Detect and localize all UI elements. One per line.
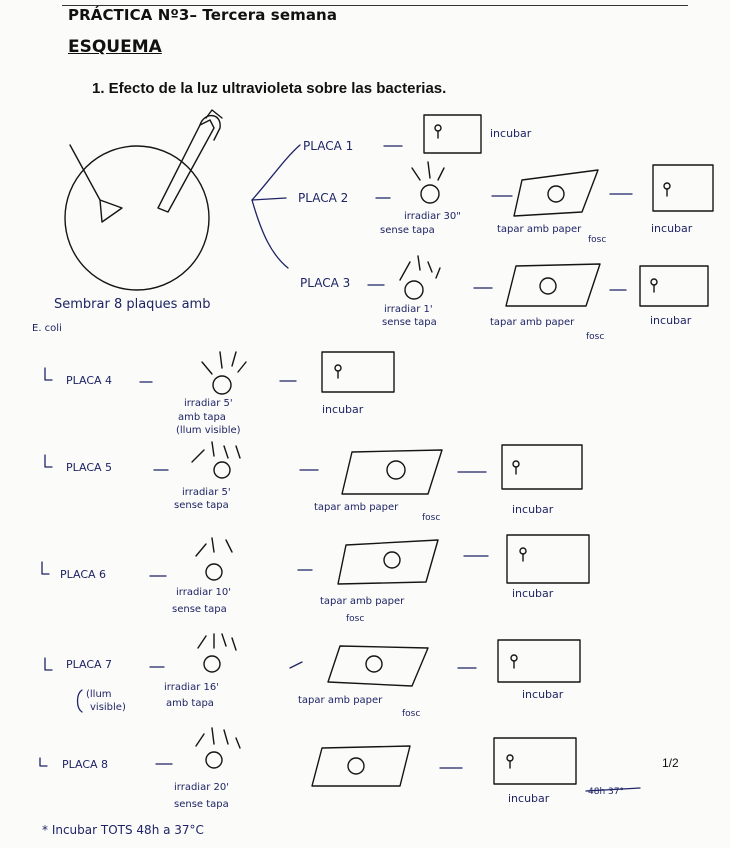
petri-dish [204,656,220,672]
plate-3-step-2: sense tapa [382,317,437,328]
plate-4-step-1: irradiar 5' [184,398,233,409]
plate-8-step-1: irradiar 20' [174,782,229,793]
uv-rays [192,442,240,462]
sow-note-line1: Sembrar 8 plaques amb [54,297,211,312]
branch-line-1 [252,145,300,200]
plate-2-step-4: fosc [588,235,607,245]
plate-7-step-7: incubar [522,688,564,701]
plate-4-step-4: incubar [322,403,364,416]
footnote: * Incubar TOTS 48h a 37°C [42,823,204,837]
plate-2-step-1: irradiar 30" [404,211,461,222]
plate-5-label: PLACA 5 [66,461,113,474]
plate-3-step-1: irradiar 1' [384,304,433,315]
plate-7-label: PLACA 7 [66,658,113,671]
sow-note-line2: E. coli [32,323,62,334]
page-title: PRÁCTICA Nº3– Tercera semana [68,6,338,24]
plate-5-row [45,442,582,523]
plate-5-step-4: fosc [422,513,441,523]
branch-line-3 [252,200,288,268]
plate-6-step-3: tapar amb paper [320,596,405,607]
plate-5-step-1: irradiar 5' [182,487,231,498]
struck-text: 48h 37° [588,787,624,797]
plate-6-label: PLACA 6 [60,568,107,581]
plate-8-step-2: sense tapa [174,799,229,810]
plate-7-step-5: tapar amb paper [298,695,383,706]
plate-5-step-3: tapar amb paper [314,502,399,513]
petri-dish [213,376,231,394]
plate-7-step-4: amb tapa [166,698,214,709]
branch-line-2 [252,198,286,200]
incubation-box [640,266,708,306]
subsection-heading: 1. Efecto de la luz ultravioleta sobre las bacterias. [92,80,447,97]
section-heading: ESQUEMA [68,37,162,57]
dark-paper-cover [328,646,428,686]
plate-4-step-2: amb tapa [178,412,226,423]
petri-dish [206,564,222,580]
petri-dish [214,462,230,478]
plate-7-step-3: irradiar 16' [164,682,219,693]
plate-2-step-3: tapar amb paper [497,224,582,235]
incubation-box [653,165,713,211]
plate-2-step-5: incubar [651,222,693,235]
incubation-box [322,352,394,392]
plate-2-label: PLACA 2 [298,191,349,205]
plate-7-row [45,634,580,719]
dark-paper-cover [514,170,598,216]
plate-1-label: PLACA 1 [303,139,354,153]
plate-2-step-2: sense tapa [380,225,435,236]
plate-6-step-5: incubar [512,587,554,600]
petri-dish [405,281,423,299]
incubation-box [507,535,589,583]
incubation-box [494,738,576,784]
plate-2-row [298,162,713,245]
uv-rays [196,728,240,748]
petri-dish [206,752,222,768]
plate-6-step-1: irradiar 10' [176,587,231,598]
dark-paper-cover [338,540,438,584]
plate-3-row [300,256,708,342]
plate-5-step-5: incubar [512,503,554,516]
plate-3-step-3: tapar amb paper [490,317,575,328]
plate-3-label: PLACA 3 [300,276,351,290]
dark-paper-cover [506,264,600,306]
plate-3-step-5: incubar [650,314,692,327]
plate-4-label: PLACA 4 [66,374,113,387]
plate-8-row [40,728,640,810]
plate-5-step-2: sense tapa [174,500,229,511]
uv-rays [198,634,236,650]
dark-paper-cover [312,746,410,786]
petri-dish [421,185,439,203]
plate-8-label: PLACA 8 [62,758,109,771]
incubation-box [498,640,580,682]
plate-7-step-6: fosc [402,709,421,719]
uv-rays [412,162,444,180]
plate-6-step-2: sense tapa [172,604,227,615]
plate-8-step-3: incubar [508,792,550,805]
plate-1-row [303,115,532,153]
page-number: 1/2 [662,756,679,770]
plate-7-step-2: visible) [90,702,126,713]
incubation-box [424,115,481,153]
uv-rays [202,352,246,374]
plate-6-row [42,535,589,624]
uv-rays [400,256,440,280]
plate-6-step-4: fosc [346,614,365,624]
dark-paper-cover [342,450,442,494]
uv-rays [196,538,232,556]
plate-4-step-3: (llum visible) [176,425,241,436]
plate-4-row [45,352,394,436]
petri-dish-sketch [65,110,222,290]
plate-3-step-4: fosc [586,332,605,342]
plate-7-step-1: (llum [86,689,112,700]
plate-1-step-1: incubar [490,127,532,140]
